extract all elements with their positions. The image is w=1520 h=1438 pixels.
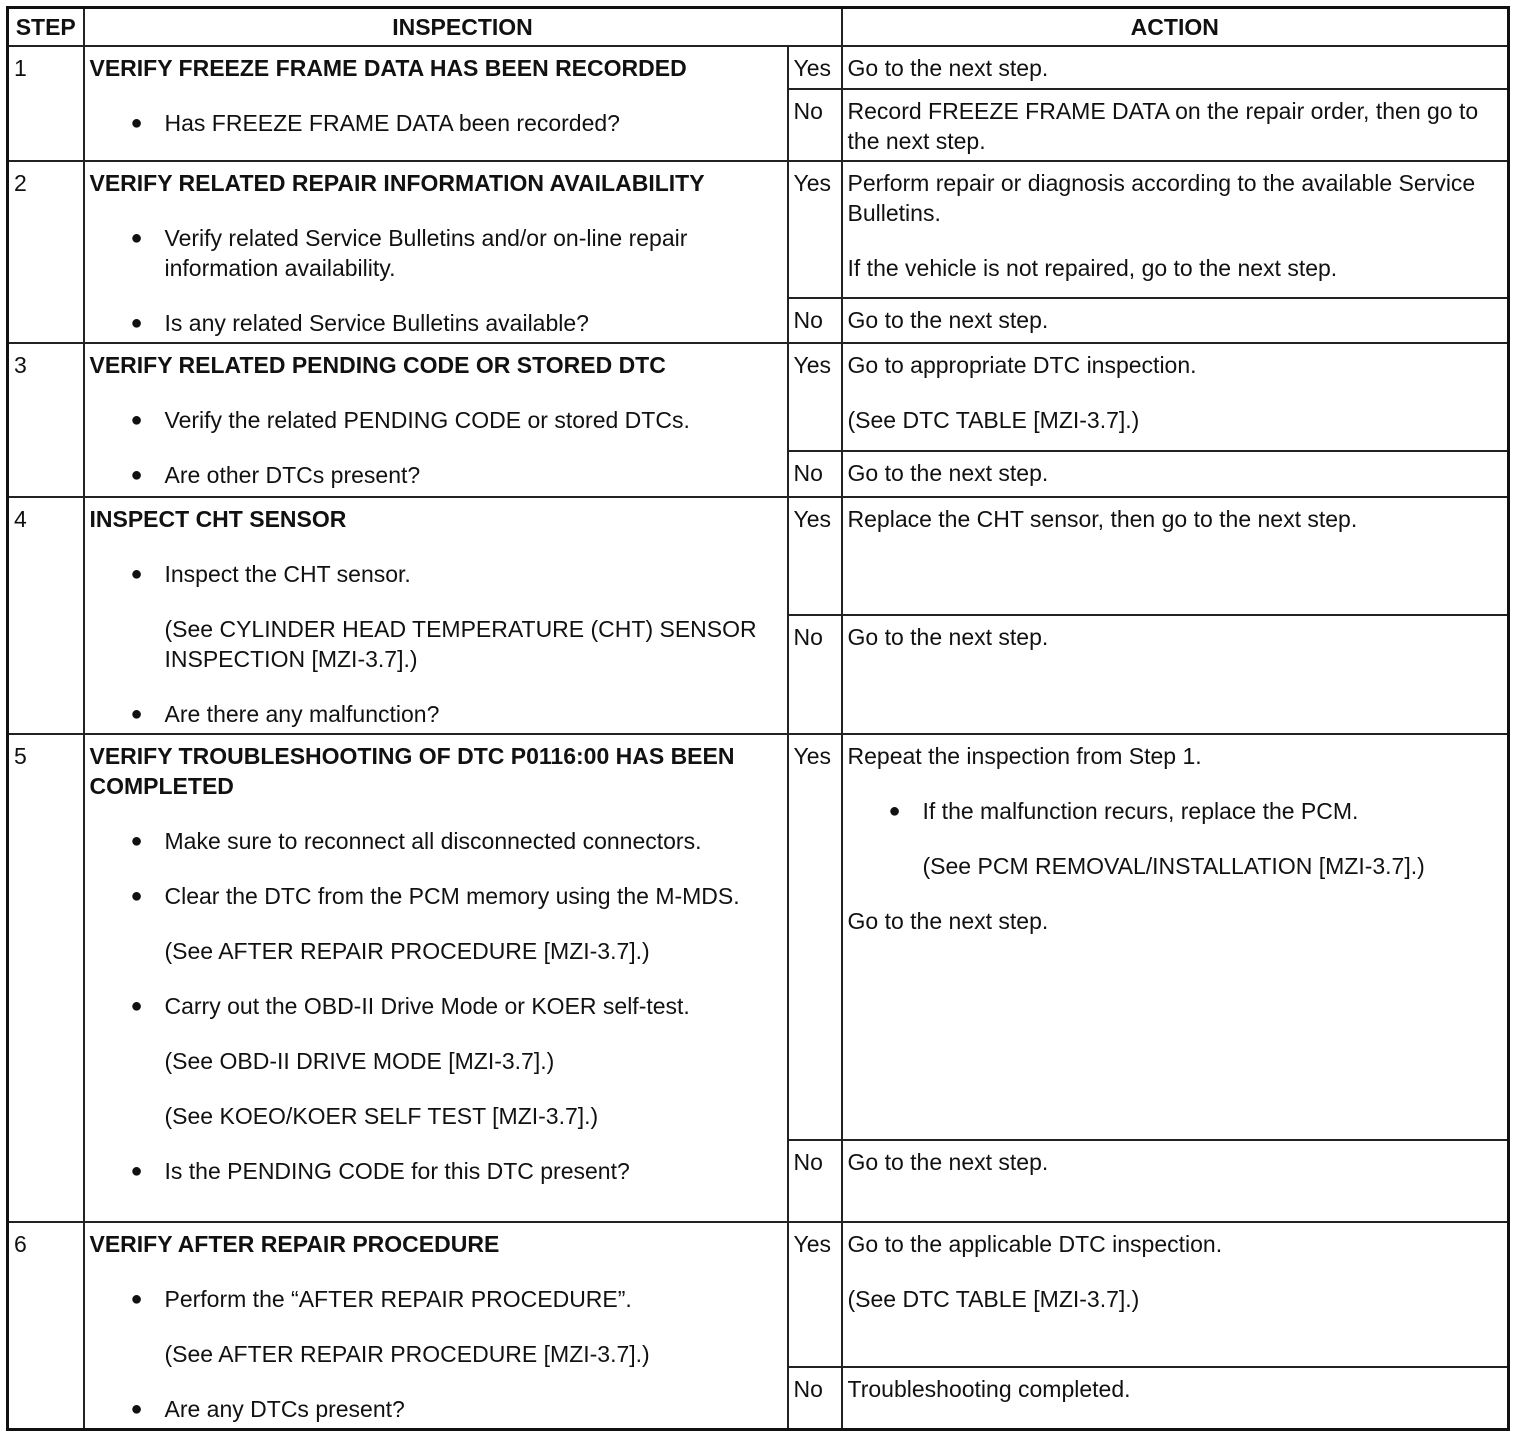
see-reference: (See CYLINDER HEAD TEMPERATURE (CHT) SENSOR INSPECTION [MZI-3.7].) [164, 615, 757, 672]
action-text: (See DTC TABLE [MZI-3.7].) [847, 1285, 1140, 1312]
step-inspection [84, 734, 788, 1222]
yes-action [842, 734, 1509, 1140]
bullet-item: ● Are any DTCs present? [90, 1394, 782, 1424]
yes-label: Yes [788, 343, 842, 450]
step-number: 1 [8, 46, 84, 161]
see-reference: (See KOEO/KOER SELF TEST [MZI-3.7].) [164, 1102, 599, 1129]
step-title: INSPECT CHT SENSOR [89, 505, 347, 532]
step-number: 5 [8, 734, 84, 1222]
yes-label: Yes [788, 1222, 842, 1368]
no-action: Go to the next step. [842, 615, 1509, 734]
bullet-item: ● Has FREEZE FRAME DATA been recorded? [90, 108, 782, 138]
step-title: VERIFY AFTER REPAIR PROCEDURE [89, 1230, 500, 1257]
step-2-yes-row [8, 161, 1509, 298]
yes-action [842, 1222, 1509, 1368]
step-number: 4 [8, 497, 84, 734]
bullet-item: ● Verify the related PENDING CODE or stored DTCs. [90, 405, 782, 435]
step-number: 2 [8, 161, 84, 343]
step-3-yes-row [8, 343, 1509, 450]
bullet-item: ● Are there any malfunction? [90, 699, 782, 729]
no-label: No [788, 89, 842, 161]
action-text: Perform repair or diagnosis according to the available Service Bulletins. [847, 170, 1476, 227]
no-label: No [788, 615, 842, 734]
bullet-item: ● Inspect the CHT sensor. [90, 559, 782, 589]
step-number: 6 [8, 1222, 84, 1430]
header-action: ACTION [842, 8, 1509, 47]
see-reference: (See OBD-II DRIVE MODE [MZI-3.7].) [164, 1047, 555, 1074]
step-1-yes-row [8, 46, 1509, 89]
step-inspection [84, 161, 788, 343]
action-text: If the vehicle is not repaired, go to the next step. [847, 255, 1338, 282]
see-reference: (See PCM REMOVAL/INSTALLATION [MZI-3.7].) [922, 852, 1425, 879]
step-inspection [84, 1222, 788, 1430]
bullet-item: ● Carry out the OBD-II Drive Mode or KOER self-test. [90, 991, 782, 1021]
header-inspection: INSPECTION [84, 8, 842, 47]
step-inspection [84, 46, 788, 161]
yes-label: Yes [788, 46, 842, 89]
bullet-item: ● Are other DTCs present? [90, 460, 782, 490]
no-label: No [788, 1140, 842, 1222]
step-title: VERIFY FREEZE FRAME DATA HAS BEEN RECORDED [89, 55, 687, 82]
no-action: Record FREEZE FRAME DATA on the repair order, then go to the next step. [842, 89, 1509, 161]
bullet-item: ● Is the PENDING CODE for this DTC present? [90, 1156, 782, 1186]
step-title: VERIFY RELATED REPAIR INFORMATION AVAILABILITY [89, 170, 705, 197]
action-text: Go to appropriate DTC inspection. [847, 352, 1197, 379]
bullet-item: ● Clear the DTC from the PCM memory using the M-MDS. [90, 881, 782, 911]
bullet-item: ● Make sure to reconnect all disconnected connectors. [90, 826, 782, 856]
header-row [8, 8, 1509, 47]
bullet-item: ● Perform the “AFTER REPAIR PROCEDURE”. [90, 1284, 782, 1314]
step-6-yes-row [8, 1222, 1509, 1368]
step-inspection [84, 343, 788, 496]
step-title: VERIFY RELATED PENDING CODE OR STORED DTC [89, 352, 666, 379]
step-4-yes-row [8, 497, 1509, 615]
no-action: Go to the next step. [842, 1140, 1509, 1222]
action-text: (See DTC TABLE [MZI-3.7].) [847, 407, 1140, 434]
see-reference: (See AFTER REPAIR PROCEDURE [MZI-3.7].) [164, 1340, 650, 1367]
see-reference: (See AFTER REPAIR PROCEDURE [MZI-3.7].) [164, 937, 650, 964]
action-bullet: ● If the malfunction recurs, replace the PCM. [848, 796, 1503, 826]
diagnostic-table [6, 6, 1510, 1431]
action-text: Repeat the inspection from Step 1. [847, 742, 1202, 769]
no-action: Troubleshooting completed. [842, 1367, 1509, 1429]
action-text: Go to the applicable DTC inspection. [847, 1230, 1223, 1257]
yes-action: Replace the CHT sensor, then go to the next step. [842, 497, 1509, 615]
no-label: No [788, 1367, 842, 1429]
no-action: Go to the next step. [842, 298, 1509, 343]
yes-action: Go to the next step. [842, 46, 1509, 89]
no-label: No [788, 298, 842, 343]
header-step: STEP [8, 8, 84, 47]
no-action: Go to the next step. [842, 451, 1509, 497]
step-title: VERIFY TROUBLESHOOTING OF DTC P0116:00 HAS BEEN COMPLETED [89, 742, 735, 799]
bullet-item: ● Verify related Service Bulletins and/or on-line repair information availability. [90, 223, 782, 283]
step-number: 3 [8, 343, 84, 496]
yes-action [842, 161, 1509, 298]
yes-action [842, 343, 1509, 450]
yes-label: Yes [788, 734, 842, 1140]
action-text: Go to the next step. [847, 907, 1049, 934]
no-label: No [788, 451, 842, 497]
yes-label: Yes [788, 161, 842, 298]
bullet-item: ● Is any related Service Bulletins available? [90, 308, 782, 338]
step-5-yes-row [8, 734, 1509, 1140]
step-inspection [84, 497, 788, 734]
yes-label: Yes [788, 497, 842, 615]
